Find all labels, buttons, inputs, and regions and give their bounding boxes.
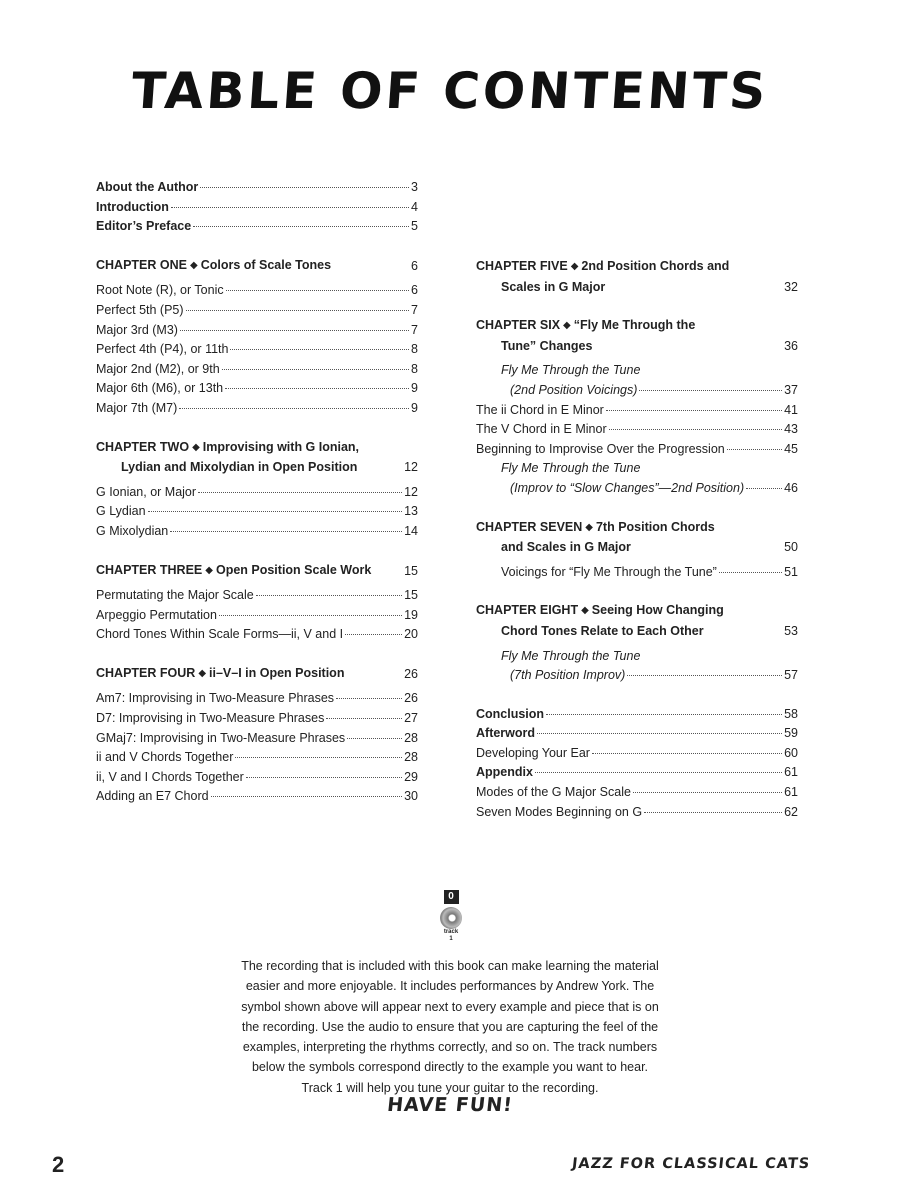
diamond-icon: ◆ (563, 320, 571, 332)
leader-dots (746, 487, 782, 489)
leader-dots (226, 289, 409, 291)
entry-title: ii, V and I Chords Together (96, 769, 244, 784)
toc-entry[interactable] (96, 301, 418, 321)
entry-title: Major 2nd (M2), or 9th (96, 361, 220, 376)
entry-page: 7 (411, 302, 418, 317)
entry-title: Appendix (476, 765, 533, 780)
leader-dots (633, 791, 782, 793)
leader-dots (719, 571, 782, 573)
chapter-six-heading[interactable] (476, 316, 798, 356)
leader-dots (193, 225, 409, 227)
toc-entry[interactable] (96, 689, 418, 709)
entry-title: Adding an E7 Chord (96, 789, 209, 804)
chapter-page: 15 (404, 563, 418, 578)
entry-title: Am7: Improvising in Two-Measure Phrases (96, 691, 335, 706)
leader-dots (179, 407, 409, 409)
toc-entry[interactable] (476, 783, 798, 803)
leader-dots (546, 713, 782, 715)
entry-title: Beginning to Improvise Over the Progression (476, 441, 725, 456)
audio-track-icon (436, 886, 466, 943)
chapter-title: 2nd Position Chords and (581, 259, 730, 273)
chapter-label: CHAPTER SIX (476, 318, 561, 333)
entry-title: Perfect 4th (P4), or 11th (96, 342, 229, 357)
entry-title: D7: Improvising in Two-Measure Phrases (96, 711, 325, 726)
entry-page: 58 (784, 706, 798, 721)
page-title: TABLE OF CONTENTS (129, 62, 771, 120)
entry-page: 8 (411, 342, 418, 357)
chapter-two-heading[interactable] (96, 438, 418, 478)
toc-entry[interactable] (96, 178, 418, 198)
entry-title: Developing Your Ear (476, 745, 590, 760)
toc-entry[interactable] (476, 803, 798, 823)
leader-dots (256, 594, 402, 596)
entry-page: 5 (411, 219, 418, 234)
leader-dots (225, 387, 409, 389)
entry-title: About the Author (96, 180, 199, 194)
chapter-eight-heading[interactable] (476, 601, 798, 641)
entry-title: Permutating the Major Scale (96, 588, 254, 603)
chapter-label: CHAPTER FOUR (96, 665, 196, 680)
entry-page: 30 (404, 789, 418, 804)
entry-title-line2: (7th Position Improv) (510, 668, 626, 683)
chapter-title-line2: Tune” Changes (501, 338, 593, 353)
entry-title: Conclusion (476, 706, 545, 721)
track-label-number: 1 (449, 936, 453, 942)
chapter-page: 6 (411, 258, 418, 273)
have-fun-heading: HAVE FUN! (386, 1094, 514, 1116)
leader-dots (148, 510, 403, 512)
entry-title: Fly Me Through the Tune (501, 363, 641, 378)
chapter-title: “Fly Me Through the (573, 318, 696, 333)
toc-entry[interactable] (96, 379, 418, 399)
entry-title: Perfect 5th (P5) (96, 302, 184, 317)
entry-title: Arpeggio Permutation (96, 607, 217, 622)
toc-entry[interactable] (96, 729, 418, 749)
toc-entry[interactable] (96, 340, 418, 360)
entry-title: The V Chord in E Minor (476, 422, 607, 437)
chapter-title: Open Position Scale Work (215, 562, 372, 577)
leader-dots (592, 752, 782, 754)
entry-page: 28 (404, 730, 418, 745)
track-number-badge: 0 (444, 890, 459, 904)
diamond-icon: ◆ (189, 259, 198, 271)
diamond-icon: ◆ (585, 521, 593, 533)
diamond-icon: ◆ (192, 441, 200, 453)
toc-entry[interactable] (476, 420, 798, 440)
leader-dots (246, 776, 402, 778)
chapter-one-heading[interactable] (96, 256, 418, 277)
chapter-four-heading[interactable] (96, 664, 418, 685)
chapter-label: CHAPTER TWO (96, 439, 190, 454)
leader-dots (222, 368, 409, 370)
entry-title: Fly Me Through the Tune (501, 648, 641, 663)
entry-page: 20 (404, 627, 418, 642)
toc-entry-line1[interactable] (476, 647, 798, 667)
toc-entry[interactable] (476, 563, 798, 583)
recording-note-line: The recording that is included with this book can make learning the material (241, 959, 659, 973)
page-number: 2 (52, 1152, 65, 1177)
leader-dots (535, 771, 782, 773)
entry-title: Root Note (R), or Tonic (96, 283, 224, 298)
toc-entry[interactable] (96, 281, 418, 301)
recording-note-line: the recording. Use the audio to ensure that you are capturing the feel of the (241, 1019, 659, 1034)
entry-page: 51 (784, 564, 798, 579)
entry-page: 61 (784, 785, 798, 800)
toc-entry[interactable] (96, 483, 418, 503)
chapter-title-line2: Chord Tones Relate to Each Other (501, 623, 704, 638)
entry-page: 8 (411, 361, 418, 376)
toc-entry[interactable] (476, 381, 798, 401)
recording-note-line: below the symbols correspond directly to the example you want to hear. (251, 1060, 649, 1075)
entry-page: 46 (784, 480, 798, 495)
entry-page: 12 (404, 484, 418, 499)
entry-title: Fly Me Through the Tune (501, 461, 641, 476)
toc-entry-line1[interactable] (476, 459, 798, 479)
leader-dots (336, 697, 402, 699)
chapter-three-heading[interactable] (96, 561, 418, 582)
entry-title: Voicings for “Fly Me Through the Tune” (501, 564, 717, 579)
leader-dots (219, 614, 402, 616)
toc-entry[interactable] (476, 744, 798, 764)
entry-title: ii and V Chords Together (96, 750, 234, 765)
entry-title-line2: (2nd Position Voicings) (510, 382, 638, 397)
chapter-title: ii–V–I in Open Position (209, 665, 345, 680)
entry-page: 59 (784, 726, 798, 741)
leader-dots (609, 428, 782, 430)
entry-page: 62 (784, 804, 798, 819)
chapter-seven-heading[interactable] (476, 518, 798, 558)
leader-dots (347, 737, 402, 739)
chapter-title: Colors of Scale Tones (200, 257, 332, 272)
leader-dots (186, 309, 410, 311)
leader-dots (606, 409, 782, 411)
entry-title: G Lydian (96, 504, 146, 519)
entry-page: 29 (404, 769, 418, 784)
leader-dots (200, 186, 409, 188)
toc-entry[interactable] (96, 586, 418, 606)
chapter-label: CHAPTER FIVE (476, 259, 568, 273)
toc-entry[interactable] (476, 666, 798, 686)
chapter-title-line2: and Scales in G Major (501, 540, 631, 555)
diamond-icon: ◆ (581, 605, 589, 617)
diamond-icon: ◆ (570, 261, 579, 272)
leader-dots (326, 717, 402, 719)
leader-dots (537, 732, 782, 734)
leader-dots (627, 674, 782, 676)
entry-page: 60 (784, 745, 798, 760)
entry-page: 7 (411, 322, 418, 337)
toc-entry[interactable] (476, 479, 798, 499)
chapter-label: CHAPTER EIGHT (476, 603, 579, 618)
entry-page: 15 (404, 588, 418, 603)
entry-page: 57 (784, 668, 798, 683)
entry-page: 61 (784, 765, 798, 780)
toc-entry[interactable] (96, 502, 418, 522)
toc-entry[interactable] (96, 198, 418, 218)
chapter-label: CHAPTER SEVEN (476, 519, 583, 534)
diamond-icon: ◆ (198, 667, 207, 679)
leader-dots (235, 756, 402, 758)
entry-page: 3 (411, 180, 418, 194)
chapter-five-heading[interactable] (476, 257, 798, 297)
toc-entry[interactable] (476, 763, 798, 783)
leader-dots (198, 491, 402, 493)
toc-entry[interactable] (96, 768, 418, 788)
toc-entry-line1[interactable] (476, 361, 798, 381)
leader-dots (170, 530, 402, 532)
chapter-page: 53 (784, 623, 798, 638)
cd-icon (440, 907, 462, 929)
recording-note (190, 956, 710, 1098)
chapter-page: 12 (404, 460, 418, 475)
chapter-title: 7th Position Chords (595, 519, 715, 534)
leader-dots (180, 329, 409, 331)
leader-dots (639, 389, 782, 391)
chapter-page: 32 (784, 279, 798, 294)
entry-page: 26 (404, 691, 418, 706)
toc-entry[interactable] (476, 440, 798, 460)
toc-entry[interactable] (96, 522, 418, 542)
chapter-title: Improvising with G Ionian, (202, 439, 360, 454)
chapter-title-line2: Lydian and Mixolydian in Open Position (121, 460, 358, 475)
leader-dots (727, 448, 782, 450)
entry-page: 41 (784, 402, 798, 417)
chapter-page: 36 (784, 338, 798, 353)
recording-note-line: symbol shown above will appear next to every example and piece that is on (241, 999, 659, 1014)
entry-page: 13 (404, 504, 418, 519)
toc-entry[interactable] (96, 748, 418, 768)
entry-title: Afterword (476, 726, 536, 741)
toc-entry[interactable] (96, 217, 418, 237)
toc-left-column (96, 178, 418, 807)
entry-page: 45 (784, 441, 798, 456)
chapter-title-line2: Scales in G Major (501, 279, 606, 294)
entry-page: 19 (404, 607, 418, 622)
recording-note-line: easier and more enjoyable. It includes performances by Andrew York. The (245, 979, 655, 994)
entry-title: Chord Tones Within Scale Forms—ii, V and I (96, 627, 344, 642)
leader-dots (345, 633, 402, 635)
toc-entry[interactable] (476, 401, 798, 421)
entry-title: Editor’s Preface (96, 219, 192, 234)
entry-page: 9 (411, 381, 418, 396)
entry-page: 9 (411, 400, 418, 415)
toc-entry[interactable] (476, 705, 798, 725)
chapter-page: 50 (784, 540, 798, 555)
entry-page: 43 (784, 422, 798, 437)
entry-title: Seven Modes Beginning on G (476, 804, 643, 819)
entry-title: Major 7th (M7) (96, 400, 178, 415)
toc-entry[interactable] (96, 399, 418, 419)
entry-title: G Mixolydian (96, 523, 169, 538)
entry-page: 27 (404, 711, 418, 726)
toc-entry[interactable] (96, 625, 418, 645)
entry-title-line2: (Improv to “Slow Changes”—2nd Position) (510, 480, 745, 495)
toc-entry[interactable] (96, 360, 418, 380)
entry-title: G Ionian, or Major (96, 484, 197, 499)
entry-title: Major 6th (M6), or 13th (96, 381, 224, 396)
entry-title: The ii Chord in E Minor (476, 402, 604, 417)
track-label: track (443, 929, 459, 935)
entry-title: Introduction (96, 199, 169, 214)
toc-entry[interactable] (96, 606, 418, 626)
recording-note-line: examples, interpreting the rhythms correctly, and so on. The track numbers (242, 1040, 658, 1055)
toc-right-column (476, 257, 798, 822)
entry-title: Modes of the G Major Scale (476, 785, 631, 800)
entry-page: 37 (784, 382, 798, 397)
leader-dots (644, 811, 782, 813)
toc-entry[interactable] (476, 724, 798, 744)
entry-page: 6 (411, 283, 418, 298)
entry-page: 28 (404, 750, 418, 765)
toc-entry[interactable] (96, 321, 418, 341)
entry-page: 14 (404, 523, 418, 538)
entry-title: GMaj7: Improvising in Two-Measure Phrases (96, 730, 346, 745)
toc-entry[interactable] (96, 787, 418, 807)
leader-dots (211, 795, 403, 797)
chapter-title: Seeing How Changing (591, 603, 724, 618)
recording-note-line: Track 1 will help you tune your guitar to the recording. (301, 1080, 599, 1095)
chapter-label: CHAPTER ONE (96, 257, 187, 272)
chapter-label: CHAPTER THREE (96, 562, 203, 577)
leader-dots (230, 348, 409, 350)
chapter-page: 26 (404, 666, 418, 681)
book-title-footer: JAZZ FOR CLASSICAL CATS (571, 1156, 811, 1172)
diamond-icon: ◆ (205, 564, 213, 576)
entry-page: 4 (411, 199, 418, 214)
entry-title: Major 3rd (M3) (96, 322, 178, 337)
toc-entry[interactable] (96, 709, 418, 729)
leader-dots (171, 206, 409, 208)
